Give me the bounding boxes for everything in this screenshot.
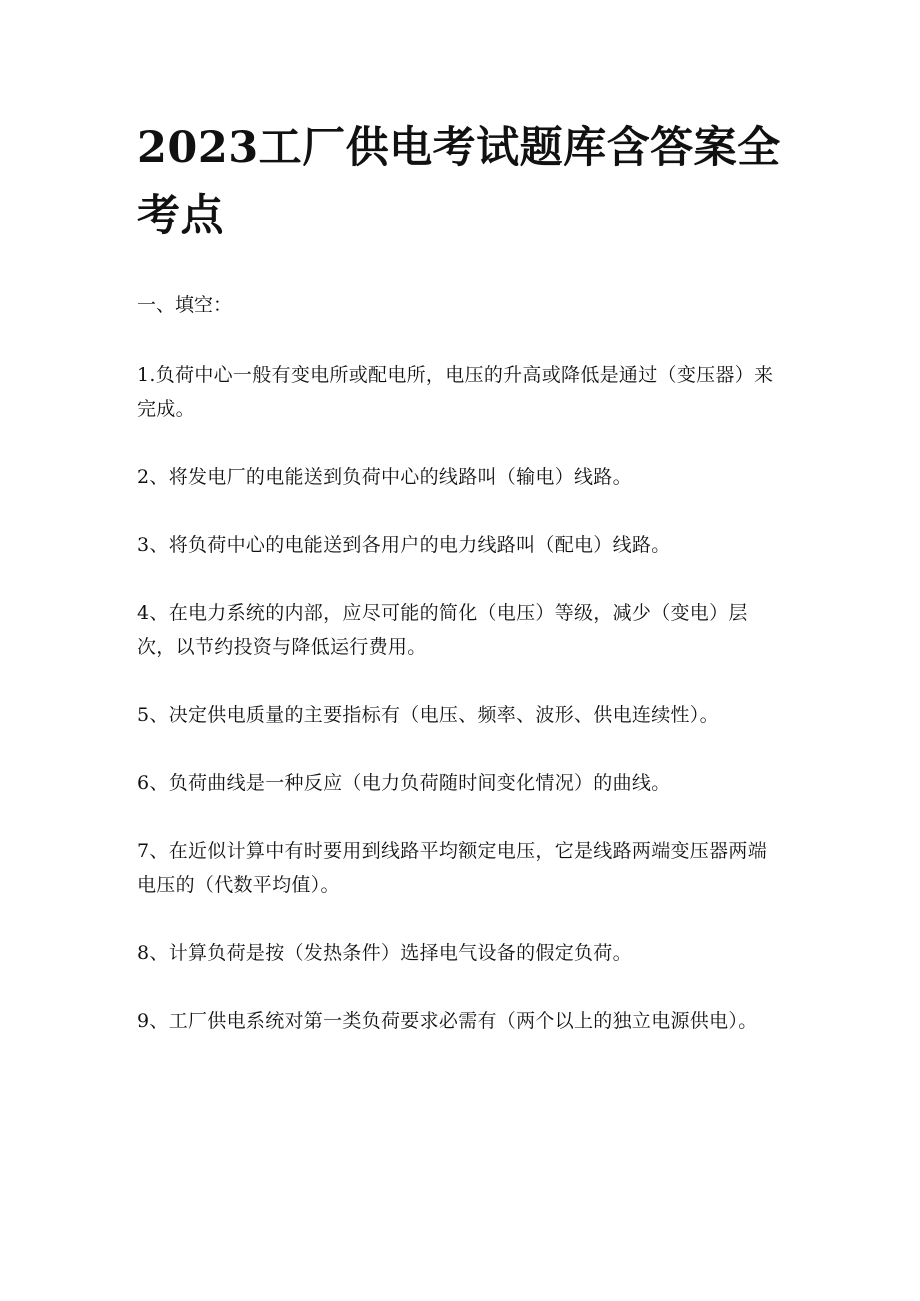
item-text: 决定供电质量的主要指标有（电压、频率、波形、供电连续性）。: [168, 704, 719, 726]
list-item: [137, 834, 777, 902]
page-title: 2023工厂供电考试题库含答案全考点: [137, 123, 781, 241]
item-text: 负荷中心一般有变电所或配电所，电压的升高或降低是通过（变压器）来完成。: [137, 364, 774, 420]
item-number: 7、: [137, 840, 169, 862]
item-number: 4、: [137, 602, 169, 624]
item-number: 2、: [137, 466, 169, 488]
item-text: 将发电厂的电能送到负荷中心的线路叫（输电）线路。: [168, 466, 632, 488]
list-item: [137, 358, 777, 426]
item-text: 计算负荷是按（发热条件）选择电气设备的假定负荷。: [168, 942, 632, 964]
item-number: 1.: [137, 364, 156, 386]
list-item: [137, 936, 777, 970]
item-text: 工厂供电系统对第一类负荷要求必需有（两个以上的独立电源供电）。: [168, 1010, 758, 1032]
item-number: 6、: [137, 772, 169, 794]
item-number: 5、: [137, 704, 169, 726]
list-item: [137, 698, 777, 732]
item-text: 在电力系统的内部，应尽可能的简化（电压）等级，减少（变电）层次，以节约投资与降低运行费用。: [137, 602, 748, 658]
item-text: 将负荷中心的电能送到各用户的电力线路叫（配电）线路。: [168, 534, 671, 556]
item-number: 8、: [137, 942, 169, 964]
list-item: [137, 1004, 777, 1038]
list-item: [137, 766, 777, 800]
item-number: 9、: [137, 1010, 169, 1032]
item-text: 在近似计算中有时要用到线路平均额定电压，它是线路两端变压器两端电压的（代数平均值）。: [137, 840, 768, 896]
list-item: [137, 528, 777, 562]
list-item: [137, 460, 777, 494]
item-number: 3、: [137, 534, 169, 556]
question-list: [137, 358, 777, 1072]
section-heading: 一、填空：: [137, 294, 233, 316]
item-text: 负荷曲线是一种反应（电力负荷随时间变化情况）的曲线。: [168, 772, 671, 794]
list-item: [137, 596, 777, 664]
